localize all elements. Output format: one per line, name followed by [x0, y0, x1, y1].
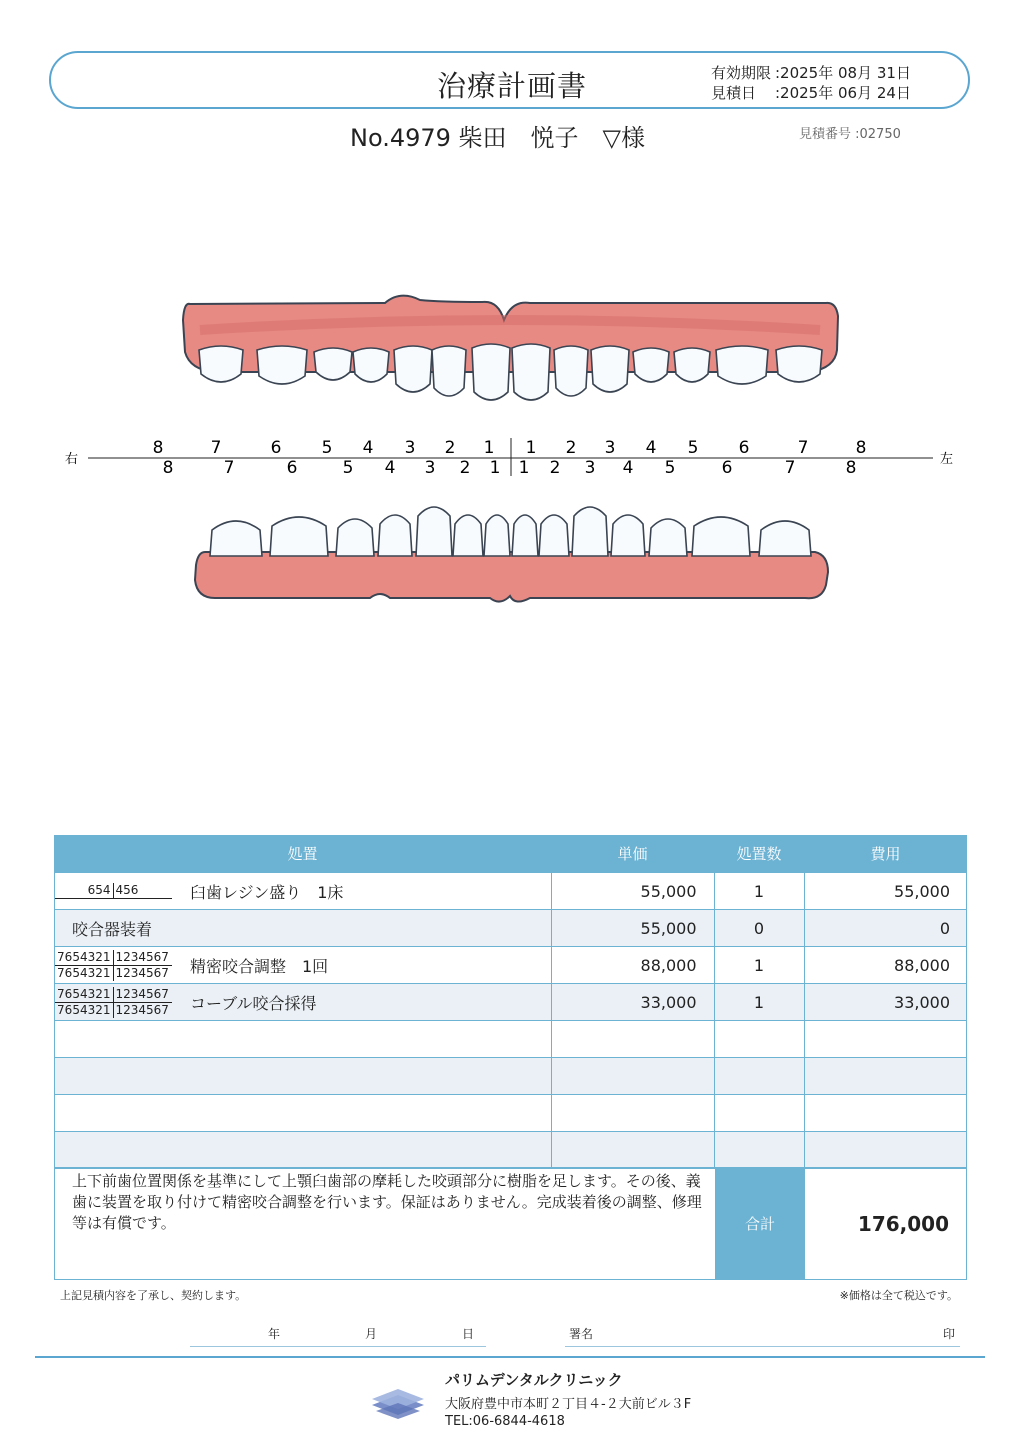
seal-label: 印: [943, 1327, 956, 1341]
dental-chart: [0, 280, 1024, 610]
lower-right-tooth-number: 1: [489, 458, 501, 478]
estimate-number: 見積番号 :02750: [799, 127, 901, 142]
clinic-logo-icon: [370, 1383, 426, 1423]
fee: 88,000: [804, 947, 967, 984]
lower-tooth: [378, 515, 412, 556]
grid-lower-right-teeth: 7654321: [54, 1003, 114, 1018]
clinic-address: 大阪府豊中市本町２丁目４-２大前ビル３F: [445, 1397, 692, 1412]
tooth-position-grid: [54, 950, 172, 981]
year-label: 年: [268, 1327, 281, 1341]
grid-lower-left-teeth: 1234567: [115, 965, 169, 980]
lower-left-tooth-number: 4: [622, 458, 634, 478]
upper-left-tooth-number: 3: [604, 438, 616, 458]
table-row: [54, 873, 967, 910]
table-header-row: [54, 835, 967, 873]
upper-right-tooth-number: 1: [483, 438, 495, 458]
clinic-name: パリムデンタルクリニック: [445, 1371, 623, 1389]
lower-left-tooth-number: 7: [784, 458, 796, 478]
empty-row: [54, 1058, 967, 1095]
estimate-date-row: [711, 82, 911, 103]
grid-upper-left-teeth: 1234567: [115, 986, 169, 1001]
total-label: 合計: [715, 1168, 805, 1279]
lower-right-tooth-number: 6: [286, 458, 298, 478]
lower-right-tooth-number: 5: [342, 458, 354, 478]
lower-tooth: [270, 517, 328, 556]
upper-left-tooth-number: 2: [565, 438, 577, 458]
upper-tooth: [674, 348, 710, 382]
lower-right-tooth-number: 4: [384, 458, 396, 478]
lower-tooth: [649, 519, 687, 556]
valid-until-date: :2025年 08月 31日: [775, 64, 911, 82]
procedure-cell: [54, 910, 551, 947]
procedure-cell: [54, 984, 551, 1021]
table-row: [54, 910, 967, 947]
lower-gum: [195, 552, 828, 602]
grid-upper-right-teeth: 7654321: [54, 987, 114, 1002]
header-fee: 費用: [804, 835, 967, 873]
empty-row: [54, 1132, 967, 1169]
lower-tooth: [453, 515, 483, 556]
grid-upper-left-teeth: 1234567: [115, 949, 169, 964]
estimate-date-label: 見積日: [711, 84, 757, 102]
upper-tooth: [199, 346, 243, 382]
document-title: 治療計画書: [436, 69, 587, 103]
treatment-table: [54, 835, 967, 1168]
procedure-name: 咬合器装着: [72, 919, 153, 939]
lower-right-tooth-number: 7: [223, 458, 235, 478]
upper-left-tooth-number: 5: [687, 438, 699, 458]
valid-until-label: 有効期限: [711, 64, 772, 82]
lower-right-tooth-number: 8: [162, 458, 174, 478]
upper-right-tooth-number: 7: [210, 438, 222, 458]
upper-left-tooth-number: 8: [855, 438, 867, 458]
grid-upper-right-teeth: 7654321: [54, 950, 114, 965]
upper-right-tooth-number: 4: [362, 438, 374, 458]
grid-lower-left-teeth: 1234567: [115, 1002, 169, 1017]
name-signature-line: [565, 1346, 960, 1347]
lower-tooth: [539, 515, 569, 556]
upper-tooth: [591, 346, 629, 392]
patient-name: No.4979 柴田 悦子 ▽様: [350, 124, 646, 152]
lower-left-tooth-number: 1: [518, 458, 530, 478]
clinic-phone: TEL:06-6844-4618: [445, 1414, 565, 1429]
lower-tooth: [512, 515, 538, 556]
table-row: [54, 984, 967, 1021]
procedure-name: 臼歯レジン盛り 1床: [190, 882, 344, 902]
procedure-name: 精密咬合調整 1回: [190, 956, 329, 976]
acceptance-statement: 上記見積内容を了承し、契約します。: [60, 1289, 247, 1302]
lower-left-tooth-number: 8: [845, 458, 857, 478]
unit-price: 55,000: [551, 910, 714, 947]
upper-left-tooth-number: 6: [738, 438, 750, 458]
upper-tooth: [512, 344, 550, 400]
procedure-cell: [54, 947, 551, 984]
upper-left-tooth-number: 7: [797, 438, 809, 458]
lower-left-tooth-number: 2: [549, 458, 561, 478]
lower-tooth: [759, 521, 811, 556]
signature-label: 署名: [569, 1327, 594, 1341]
lower-tooth: [572, 507, 608, 556]
month-label: 月: [365, 1327, 378, 1341]
estimate-date: :2025年 06月 24日: [775, 84, 911, 102]
count: 1: [714, 873, 804, 910]
upper-tooth: [257, 346, 307, 384]
upper-tooth: [314, 348, 352, 380]
day-label: 日: [462, 1327, 475, 1341]
total-amount: 176,000: [857, 1211, 949, 1236]
tax-note: ※価格は全て税込です。: [839, 1289, 958, 1302]
upper-tooth: [554, 346, 588, 396]
upper-left-tooth-number: 4: [645, 438, 657, 458]
lower-tooth: [416, 507, 452, 556]
grid-lower-right-teeth: 7654321: [54, 966, 114, 981]
header-unit-price: 単価: [551, 835, 714, 873]
lower-tooth: [210, 521, 262, 556]
treatment-note: 上下前歯位置関係を基準にして上顎臼歯部の摩耗した咬頭部分に樹脂を足します。その後、義歯に装置を取り付けて精密咬合調整を行います。保証はありません。完成装着後の調整、修理等は有償です。: [72, 1172, 702, 1232]
unit-price: 88,000: [551, 947, 714, 984]
empty-row: [54, 1095, 967, 1132]
count: 1: [714, 984, 804, 1021]
lower-left-tooth-number: 3: [584, 458, 596, 478]
footer-divider: [35, 1356, 985, 1358]
procedure-name: コーブル咬合採得: [190, 993, 317, 1013]
upper-right-tooth-number: 6: [270, 438, 282, 458]
upper-tooth: [472, 344, 510, 400]
date-signature-line: [190, 1346, 486, 1347]
upper-tooth: [394, 346, 432, 392]
upper-tooth: [432, 346, 466, 396]
lower-left-tooth-number: 6: [721, 458, 733, 478]
lower-tooth: [692, 517, 750, 556]
fee: 0: [804, 910, 967, 947]
procedure-cell: [54, 873, 551, 910]
count: 1: [714, 947, 804, 984]
valid-until-row: [711, 62, 911, 83]
header-count: 処置数: [714, 835, 804, 873]
upper-tooth: [716, 346, 768, 384]
count: 0: [714, 910, 804, 947]
fee: 55,000: [804, 873, 967, 910]
lower-right-tooth-number: 3: [424, 458, 436, 478]
lower-tooth: [611, 515, 645, 556]
grid-upper-left-teeth: 456: [115, 883, 139, 897]
lower-tooth: [336, 519, 374, 556]
empty-row: [54, 1021, 967, 1058]
grid-upper-right-teeth: 654: [54, 883, 114, 898]
lower-left-tooth-number: 5: [664, 458, 676, 478]
right-side-label: 右: [65, 452, 79, 467]
unit-price: 33,000: [551, 984, 714, 1021]
header-procedure: 処置: [54, 835, 551, 873]
lower-teeth: [210, 507, 811, 556]
table-row: [54, 947, 967, 984]
upper-right-tooth-number: 3: [404, 438, 416, 458]
left-side-label: 左: [940, 452, 954, 467]
lower-right-tooth-number: 2: [459, 458, 471, 478]
upper-left-tooth-number: 1: [525, 438, 537, 458]
upper-right-tooth-number: 2: [444, 438, 456, 458]
upper-right-tooth-number: 8: [152, 438, 164, 458]
lower-arch-illustration: [195, 552, 828, 602]
lower-tooth: [484, 515, 510, 556]
upper-tooth: [776, 346, 822, 382]
tooth-position-grid: [54, 987, 172, 1018]
fee: 33,000: [804, 984, 967, 1021]
unit-price: 55,000: [551, 873, 714, 910]
tooth-position-grid: [54, 883, 172, 899]
upper-tooth: [353, 348, 389, 382]
upper-tooth: [633, 348, 669, 382]
upper-right-tooth-number: 5: [321, 438, 333, 458]
